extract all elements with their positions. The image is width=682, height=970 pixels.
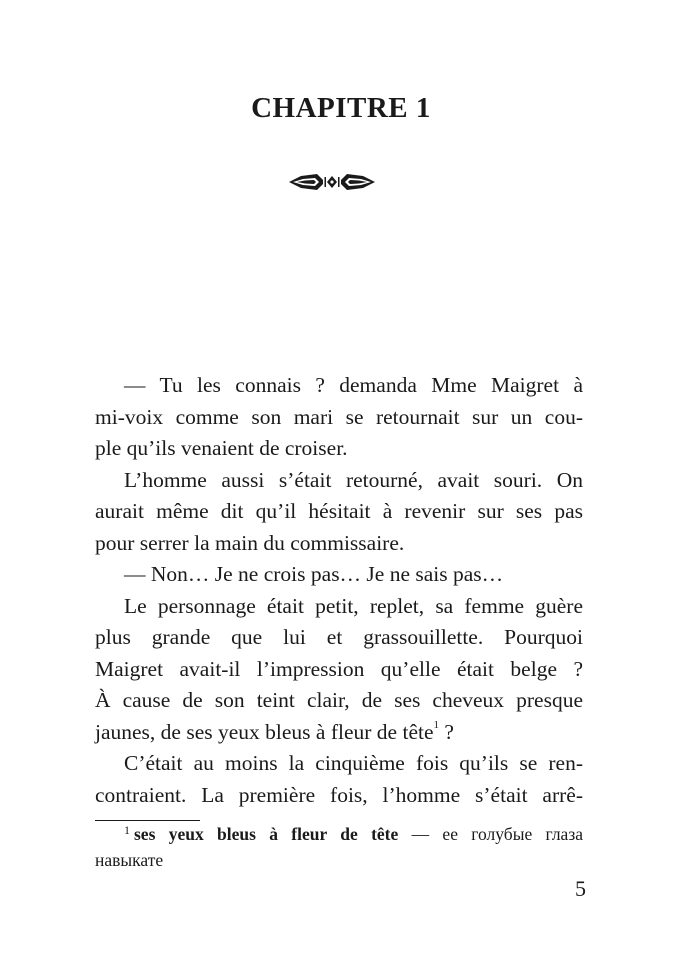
text-line-10: Maigret avait-il l’impression qu’elle était belge ?	[95, 656, 583, 681]
footnote-marker: 1	[124, 823, 130, 837]
page-number: 5	[575, 876, 586, 901]
text-line-9: plus grande que lui et grassouillette. Pourquoi	[95, 625, 583, 649]
footnote-translation-part2: навыкате	[95, 850, 164, 870]
text-line-12-main: jaunes, de ses yeux bleus à fleur de tête	[95, 719, 434, 744]
footnote-reference[interactable]: 1	[433, 719, 439, 732]
text-line-14: contraient. La première fois, l’homme s’était arrê-	[95, 782, 583, 807]
body-text	[95, 370, 583, 811]
footnote-dash: —	[398, 824, 443, 844]
footnote	[95, 822, 583, 872]
text-line-3: ple qu’ils venaient de croiser.	[95, 436, 348, 460]
text-line-13: C’était au moins la cinquième fois qu’ils se ren-	[124, 751, 583, 775]
text-line-4: L’homme aussi s’était retourné, avait souri. On	[124, 467, 583, 492]
text-line-12-tail: ?	[439, 719, 454, 744]
text-line-12	[95, 717, 583, 749]
fleuron-ornament-icon	[287, 170, 377, 194]
footnote-translation-part1: ее голубые глаза	[442, 824, 584, 844]
chapter-title: CHAPITRE 1	[251, 92, 431, 124]
text-line-11: À cause de son teint clair, de ses cheveux presque	[95, 688, 583, 712]
text-line-7: — Non… Je ne crois pas… Je ne sais pas…	[124, 562, 504, 586]
text-line-8: Le personnage était petit, replet, sa femme guère	[124, 593, 583, 618]
footnote-line-1	[95, 822, 583, 848]
text-line-5: aurait même dit qu’il hésitait à revenir sur ses pas	[95, 499, 583, 523]
footnote-term: ses yeux bleus à fleur de tête	[134, 824, 399, 844]
footnote-divider	[95, 820, 200, 821]
text-line-1: — Tu les connais ? demanda Mme Maigret à	[124, 373, 583, 397]
text-line-2: mi-voix comme son mari se retournait sur un cou-	[95, 404, 583, 429]
text-line-6: pour serrer la main du commissaire.	[95, 530, 405, 555]
